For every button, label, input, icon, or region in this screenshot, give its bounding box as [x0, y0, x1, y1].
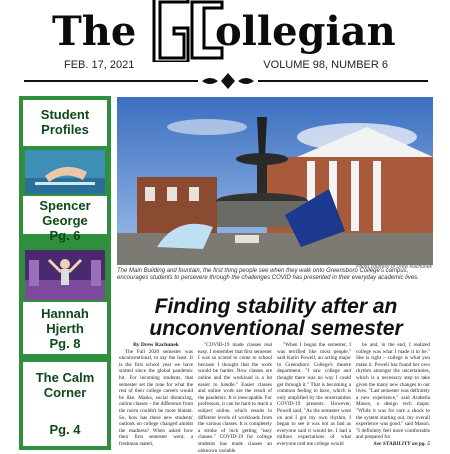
volume-number: VOLUME 98, NUMBER 6	[263, 59, 388, 71]
issue-date: FEB. 17, 2021	[64, 59, 135, 71]
campus-fountain-photo	[117, 97, 433, 265]
column-4-text: be and, in the end, I realized college was what I made it to be." She is right – college is what you make it. Powell has found her own rhythm amongst the uncertainties, which is a necessary step to take given the many new changes to our lives. "Last semester was definitely a new experience," said Arabella Mason, a design tech major. "While it was for sure a shock to the system starting out, my overall experience was good." said Mason. "I definitely feel more comfortable and prepared for	[356, 342, 430, 441]
photo-caption: The Main Building and fountain, the first thing people see when they walk onto Greensboro College's campus, encourages students to persevere through the challenges COVID has presented in their everyday academic lives.	[117, 268, 419, 281]
masthead-ollegian: ollegian	[215, 8, 396, 55]
column-2-text: "COVID-19 made classes real easy. I remember that first semester I was so scared to come to school because I thought that the work would be harder. Now classes are online and the workload is a lot easier to handle." Easier classes and online work are the result of the pandemic. It is inescapable. For professors, it can be hard to teach a subject online, which results in different levels of workloads from the various classes. It is completely a stroke of luck getting "easy classes." COVID-19 for college students has made classes an unknown variable.	[198, 342, 272, 454]
sidebar-section-title: Student Profiles	[40, 107, 90, 137]
profile2-page: Pg. 8	[49, 336, 81, 351]
sidebar-panel-profiles-title	[23, 100, 107, 146]
profile1-page: Pg. 6	[49, 228, 81, 243]
masthead-the: The	[52, 8, 137, 55]
profile2-name: Hannah Hjerth	[41, 306, 89, 336]
swimmer-photo	[25, 150, 105, 194]
column-3-text: "When I began the semester, I was terrified like most people," said Karin Powell, an acting major in Greensboro College's theatre department. "I saw college and thought there was no way I could get through it." That is becoming a common feeling to have, which is only amplified by the uncertainties COVID-19 presents. However, Powell said, "As the semester went on and I got my own rhythm, I began to see it was not as bad as everyone said it would be. I had a million expectations of what everyone told me college would	[277, 342, 351, 447]
article-column-1	[119, 342, 193, 448]
article-headline: Finding stability after an unconventional semester	[149, 295, 403, 340]
performer-photo	[25, 250, 105, 300]
article-byline: By Drew Rachunek	[133, 342, 179, 348]
sidebar-panel-profile2	[23, 302, 107, 354]
sidebar-panel-profile1	[23, 196, 107, 243]
jump-line[interactable]: See STABILITY on pg. 5	[373, 440, 430, 447]
photo-credit: Photo courtesy of Drew Rachunek	[356, 264, 432, 270]
sidebar-panel-calm-corner	[23, 362, 107, 446]
diamond-ornament-icon	[198, 72, 258, 90]
sidebar	[19, 96, 111, 450]
article-column-4	[356, 342, 430, 448]
calm-corner-page: Pg. 4	[49, 422, 81, 437]
column-1-text: The Fall 2020 semester was unconventional, to say the least. It is the first school year we have started since the global pandemic hit. For incoming students, that semester set the tone for what the rest of their college careers would be like. Masks, social distancing, online classes – the difference from the norm couldn't be more blatant. So, how has these new students' outlook on college changed amidst the madness? When asked how their first semester went, a freshman stated,	[119, 348, 193, 447]
calm-corner-title: The Calm Corner	[35, 370, 95, 400]
profile1-name: Spencer George	[39, 198, 91, 228]
masthead	[0, 0, 450, 62]
article-column-3	[277, 342, 351, 448]
article-column-2	[198, 342, 272, 454]
